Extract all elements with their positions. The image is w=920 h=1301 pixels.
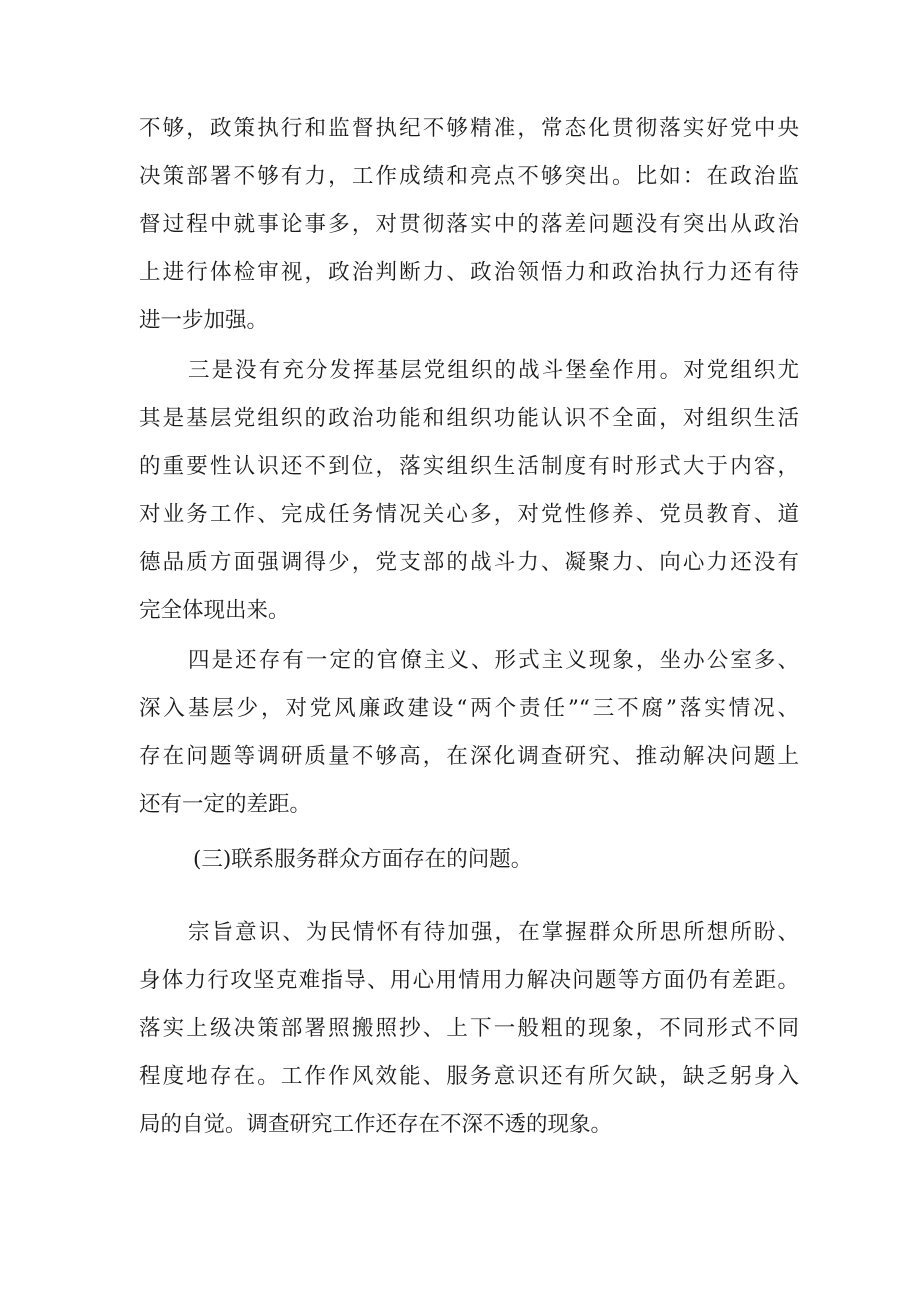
text-line: 深入基层少，对党风廉政建设“两个责任”“三不腐”落实情况、	[139, 696, 799, 721]
text-line: 德品质方面强调得少，党支部的战斗力、凝聚力、向心力还没有	[139, 550, 799, 575]
text-line: 宗旨意识、为民情怀有待加强，在掌握群众所思所想所盼、	[188, 920, 799, 945]
text-line: 督过程中就事论事多，对贯彻落实中的落差问题没有突出从政治	[139, 212, 799, 237]
text-line: 进一步加强。	[139, 308, 269, 333]
text-line: 身体力行攻坚克难指导、用心用情用力解决问题等方面仍有差距。	[139, 968, 799, 993]
text-line: 程度地存在。工作作风效能、服务意识还有所欠缺，缺乏躬身入	[139, 1064, 799, 1089]
text-line: 完全体现出来。	[139, 598, 290, 623]
text-line: 对业务工作、完成任务情况关心多，对党性修养、党员教育、道	[139, 502, 799, 527]
text-line: 还有一定的差距。	[139, 792, 312, 817]
text-line: 落实上级决策部署照搬照抄、上下一般粗的现象，不同形式不同	[139, 1016, 799, 1041]
text-line: 四是还存有一定的官僚主义、形式主义现象，坐办公室多、	[188, 648, 799, 673]
text-line: 其是基层党组织的政治功能和组织功能认识不全面，对组织生活	[139, 406, 799, 431]
text-line: 局的自觉。调查研究工作还存在不深不透的现象。	[139, 1112, 613, 1137]
text-line: 决策部署不够有力，工作成绩和亮点不够突出。比如：在政治监	[139, 164, 799, 189]
text-line: 上进行体检审视，政治判断力、政治领悟力和政治执行力还有待	[139, 260, 799, 285]
text-line: 不够，政策执行和监督执纪不够精准，常态化贯彻落实好党中央	[139, 116, 799, 141]
text-line: 三是没有充分发挥基层党组织的战斗堡垒作用。对党组织尤	[188, 358, 799, 383]
text-line: 的重要性认识还不到位，落实组织生活制度有时形式大于内容，	[139, 454, 799, 479]
text-line: 存在问题等调研质量不够高，在深化调查研究、推动解决问题上	[139, 744, 799, 769]
section-heading: (三)联系服务群众方面存在的问题。	[193, 847, 533, 872]
